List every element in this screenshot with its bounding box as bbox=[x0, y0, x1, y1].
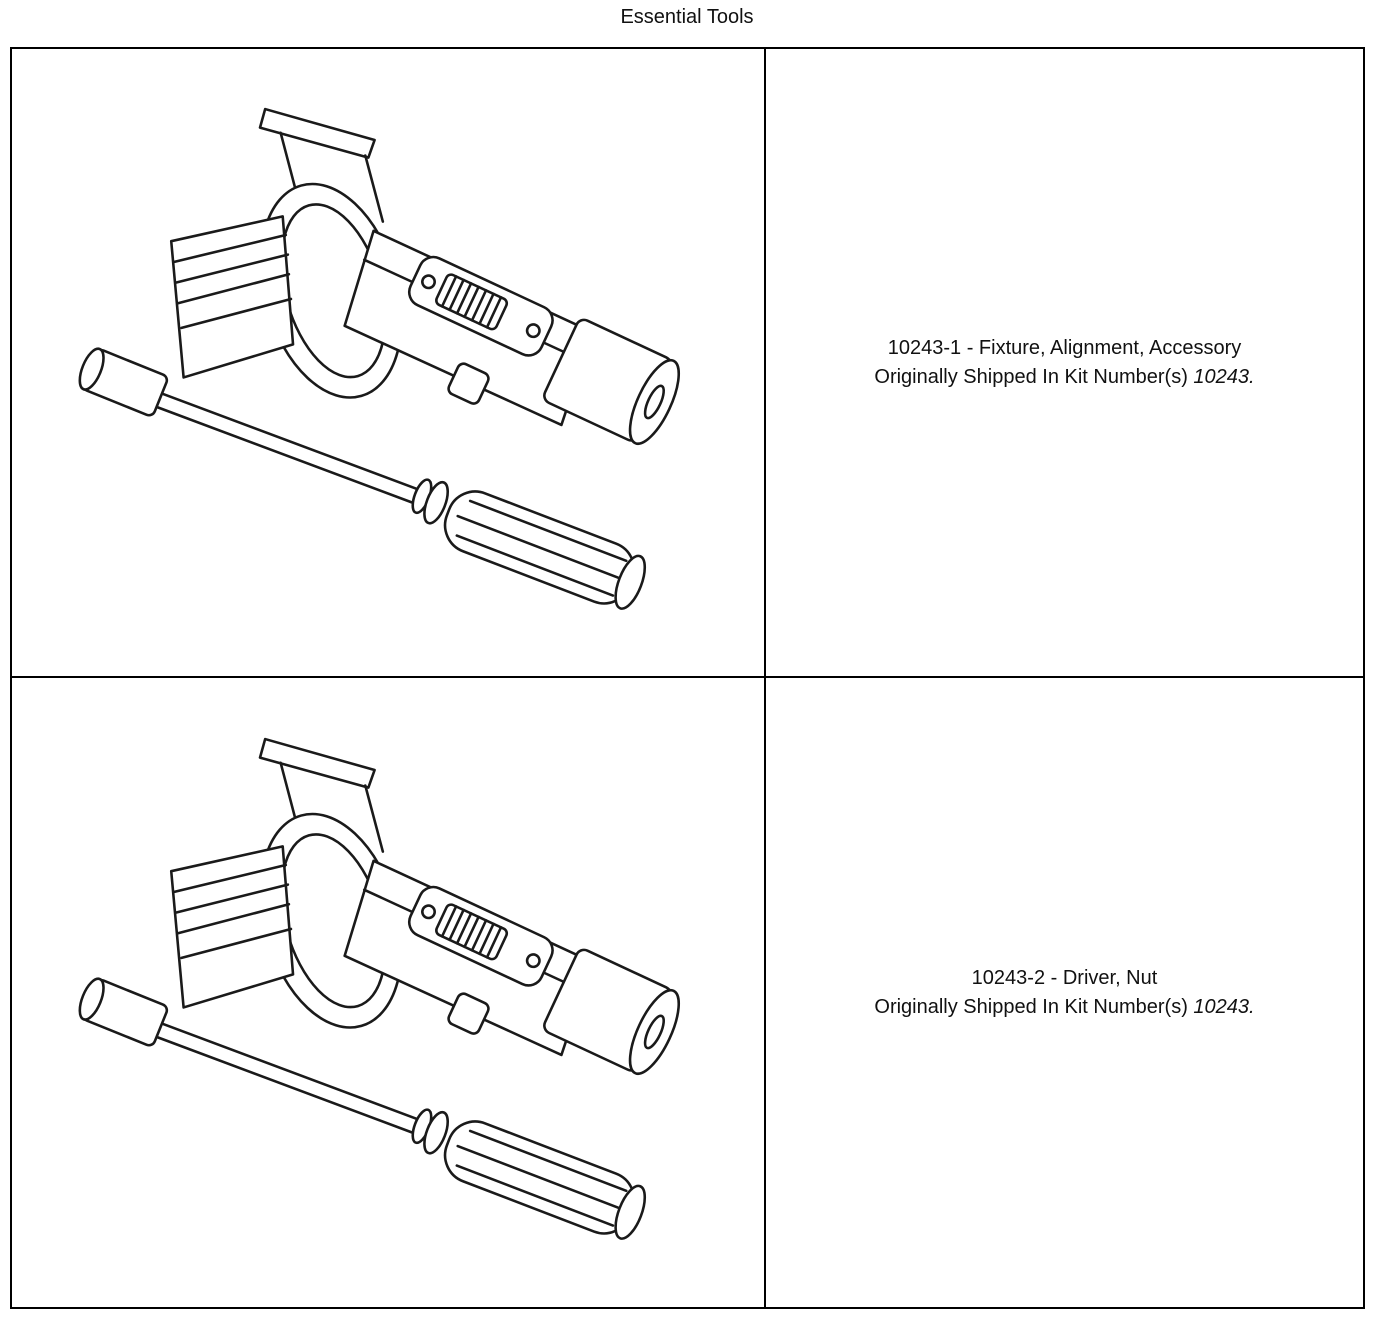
alignment-fixture-and-nut-driver-illustration bbox=[68, 83, 708, 643]
tool-name: 10243-2 - Driver, Nut bbox=[971, 966, 1158, 989]
kit-number: 10243. bbox=[1193, 365, 1255, 388]
tool-illustration-cell bbox=[12, 49, 766, 676]
page-title: Essential Tools bbox=[620, 6, 754, 28]
tool-illustration-cell bbox=[12, 678, 766, 1307]
tool-caption bbox=[874, 334, 1254, 392]
shipping-prefix: Originally Shipped In Kit Number(s) bbox=[874, 995, 1188, 1018]
alignment-fixture-and-nut-driver-illustration bbox=[68, 713, 708, 1273]
tool-name: 10243-1 - Fixture, Alignment, Accessory bbox=[887, 336, 1242, 359]
tool-shipping-info bbox=[874, 363, 1254, 392]
kit-number: 10243. bbox=[1193, 995, 1255, 1018]
table-row bbox=[12, 678, 1363, 1307]
tool-shipping-info bbox=[874, 993, 1254, 1022]
table-row bbox=[12, 49, 1363, 678]
tool-caption-cell bbox=[766, 49, 1363, 676]
tool-caption bbox=[874, 964, 1254, 1022]
essential-tools-table bbox=[10, 47, 1365, 1309]
shipping-prefix: Originally Shipped In Kit Number(s) bbox=[874, 365, 1188, 388]
tool-caption-cell bbox=[766, 678, 1363, 1307]
